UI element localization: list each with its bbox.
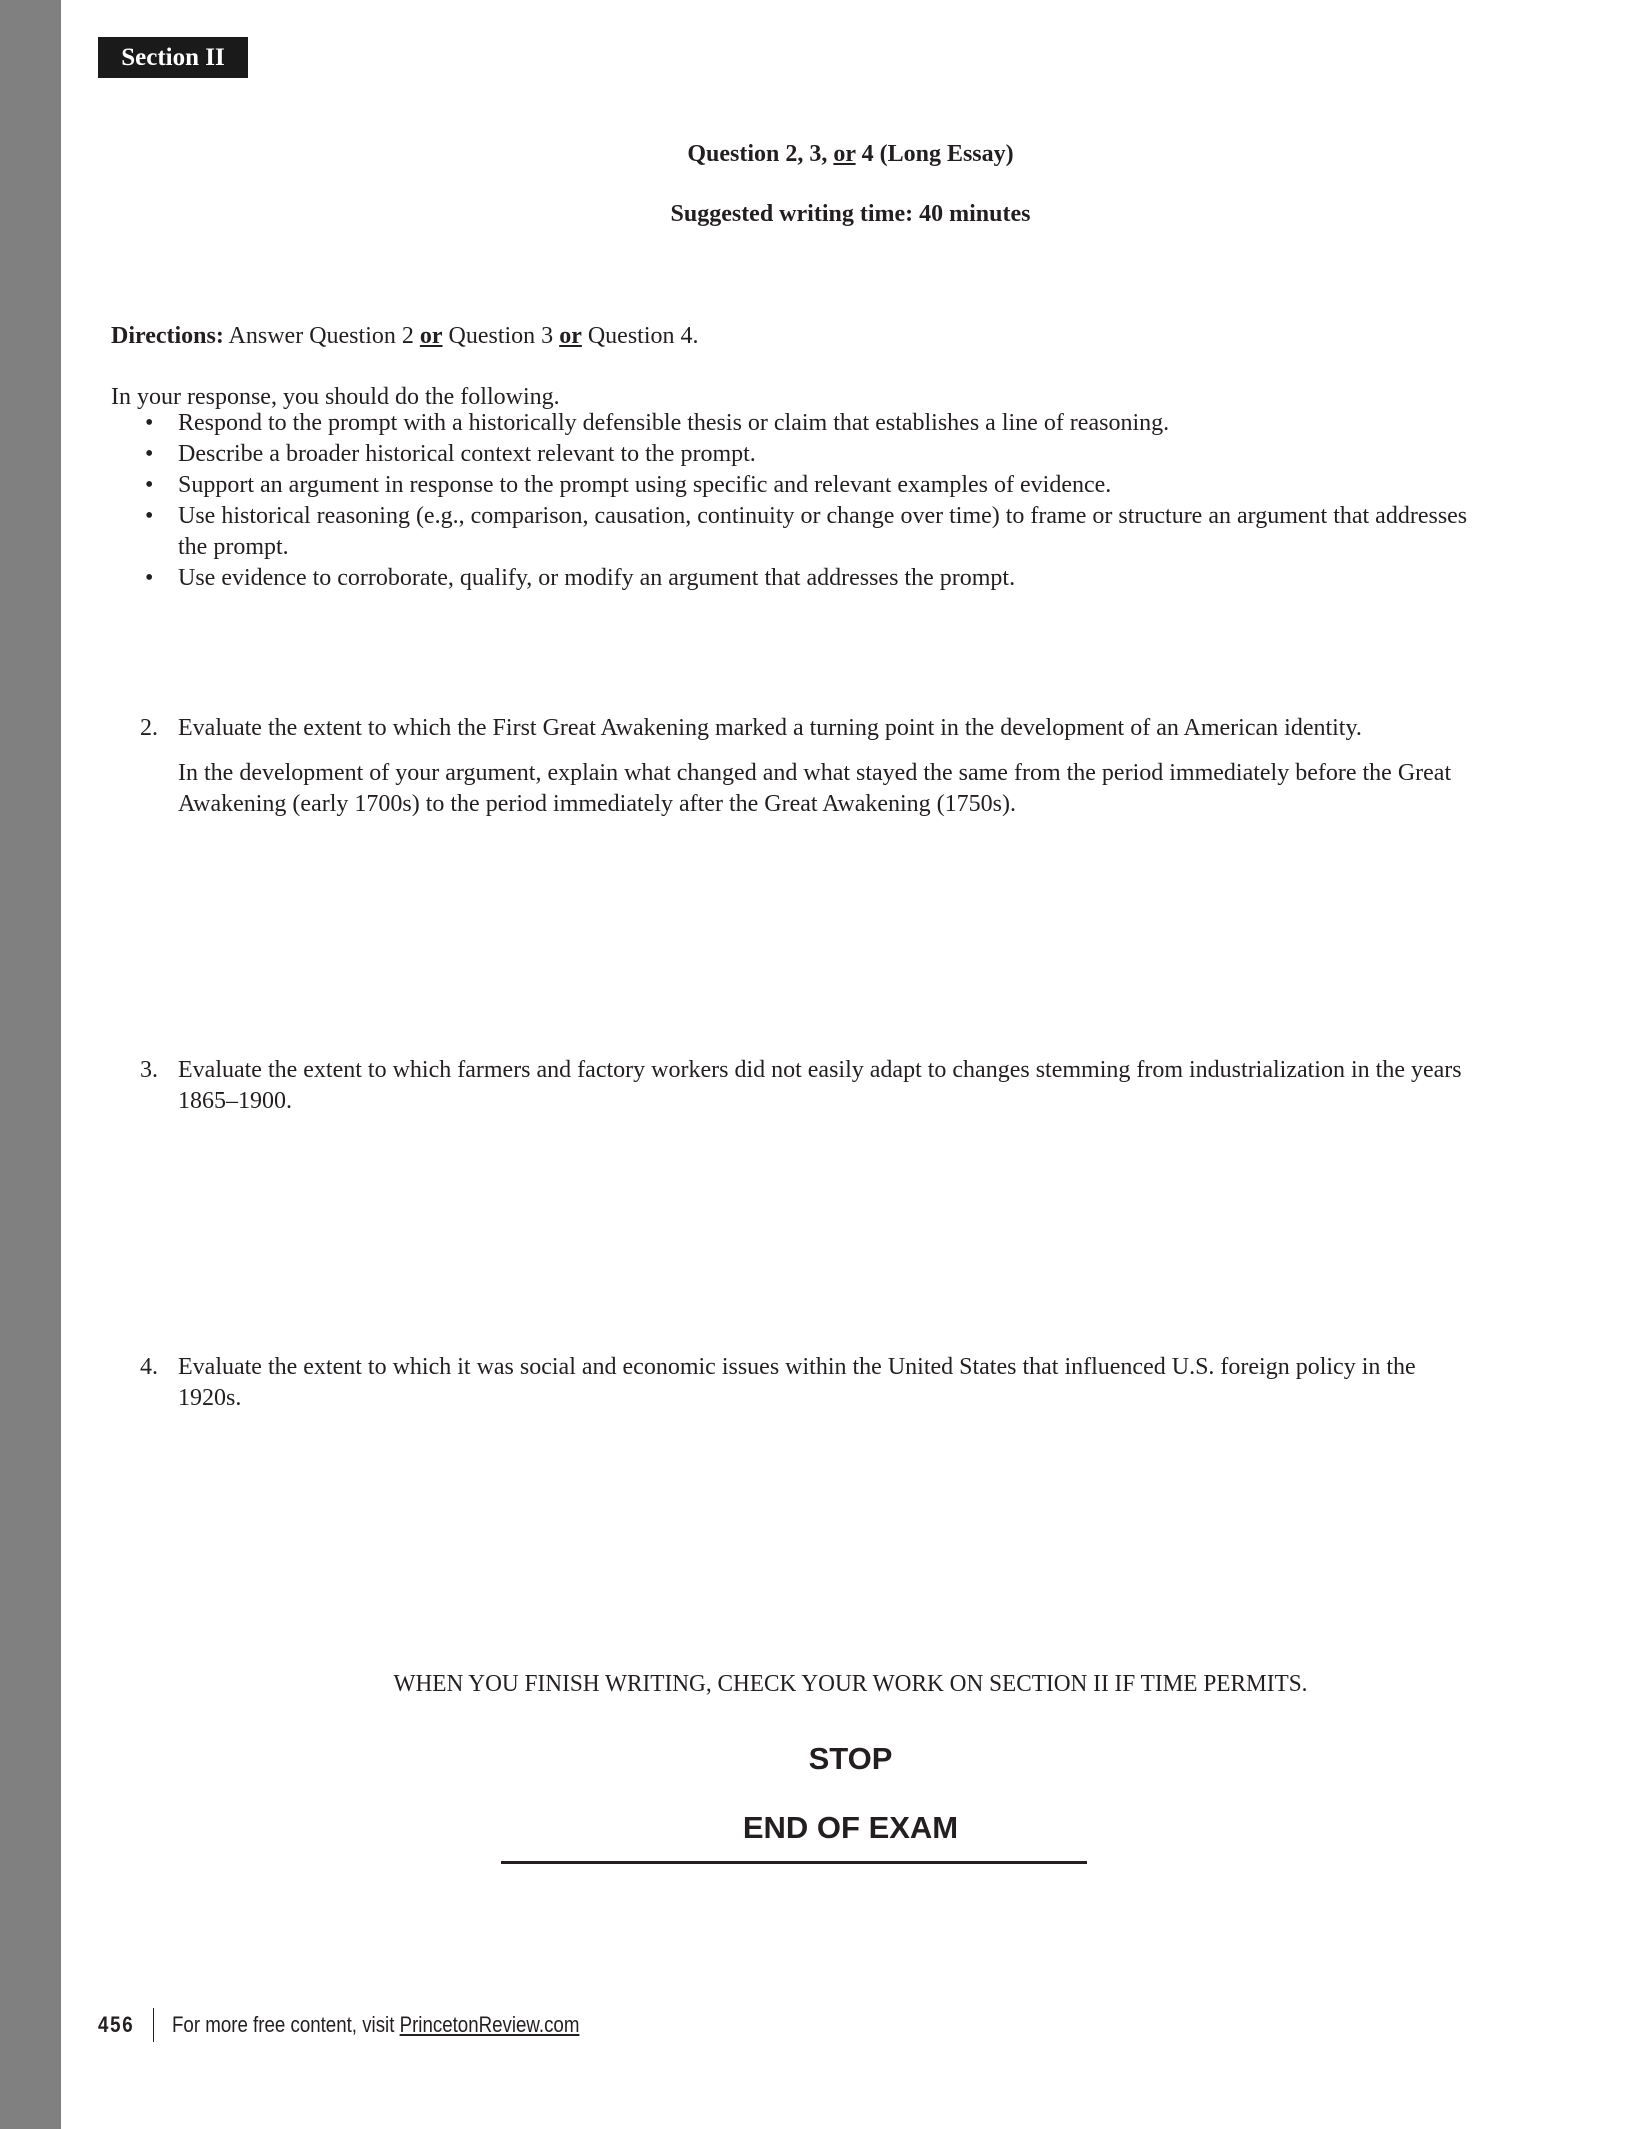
footer-divider bbox=[153, 2008, 155, 2042]
question-3 bbox=[140, 1055, 1480, 1117]
directions-text: Question 4. bbox=[581, 323, 699, 349]
footer-link[interactable]: PrincetonReview.com bbox=[399, 2012, 580, 2037]
divider-rule bbox=[501, 1861, 1087, 1864]
question-2 bbox=[140, 713, 1480, 820]
heading-or: or bbox=[833, 141, 856, 167]
directions-or: or bbox=[419, 323, 443, 349]
list-item: • Use evidence to corroborate, qualify, or modify an argument that addresses the prompt. bbox=[145, 563, 1475, 594]
page-footer bbox=[98, 2008, 652, 2042]
section-label: Section II bbox=[98, 37, 248, 78]
page-number: 456 bbox=[98, 2012, 135, 2037]
list-item: • Use historical reasoning (e.g., comparison, causation, continuity or change over time) to frame or structure an argument that addresses the prompt. bbox=[145, 501, 1475, 563]
directions-text: Question 3 bbox=[442, 323, 560, 349]
directions-label: Directions: bbox=[111, 323, 224, 349]
heading-part: 4 (Long Essay) bbox=[855, 141, 1014, 167]
question-number: 4. bbox=[140, 1354, 158, 1380]
list-item: • Describe a broader historical context relevant to the prompt. bbox=[145, 439, 1475, 470]
list-item: • Respond to the prompt with a historically defensible thesis or claim that establishes a line of reasoning. bbox=[145, 408, 1475, 439]
question-text: Evaluate the extent to which the First Great Awakening marked a turning point in the development of an American identity. bbox=[178, 715, 1362, 741]
stop-label: STOP bbox=[808, 1741, 893, 1776]
question-number: 3. bbox=[140, 1057, 158, 1083]
check-work-note: WHEN YOU FINISH WRITING, CHECK YOUR WORK ON SECTION II IF TIME PERMITS. bbox=[393, 1671, 1308, 1697]
directions-or: or bbox=[559, 323, 582, 349]
question-heading bbox=[61, 141, 1640, 168]
intro-text: In your response, you should do the following. bbox=[111, 384, 560, 410]
directions-text: Answer Question 2 bbox=[223, 323, 420, 349]
end-of-exam-label: END OF EXAM bbox=[742, 1810, 959, 1845]
question-text: Evaluate the extent to which farmers and factory workers did not easily adapt to changes stemming from industrialization in the years 1865–1900. bbox=[178, 1057, 1462, 1114]
page-edge-bar bbox=[0, 0, 61, 2129]
question-text: Evaluate the extent to which it was social and economic issues within the United States that influenced U.S. foreign policy in the 1920s. bbox=[178, 1354, 1416, 1411]
footer-text: For more free content, visit bbox=[172, 2012, 400, 2037]
directions bbox=[111, 321, 699, 352]
requirements-list bbox=[145, 408, 1475, 594]
question-4 bbox=[140, 1352, 1480, 1414]
question-number: 2. bbox=[140, 715, 158, 741]
question-subtext: In the development of your argument, explain what changed and what stayed the same from the period immediately before the Great Awakening (early 1700s) to the period immediately after the Great Awakening (1750s). bbox=[178, 760, 1452, 817]
list-item: • Support an argument in response to the prompt using specific and relevant examples of evidence. bbox=[145, 470, 1475, 501]
heading-part: Question 2, 3, bbox=[687, 141, 834, 167]
writing-time: Suggested writing time: 40 minutes bbox=[670, 201, 1031, 227]
